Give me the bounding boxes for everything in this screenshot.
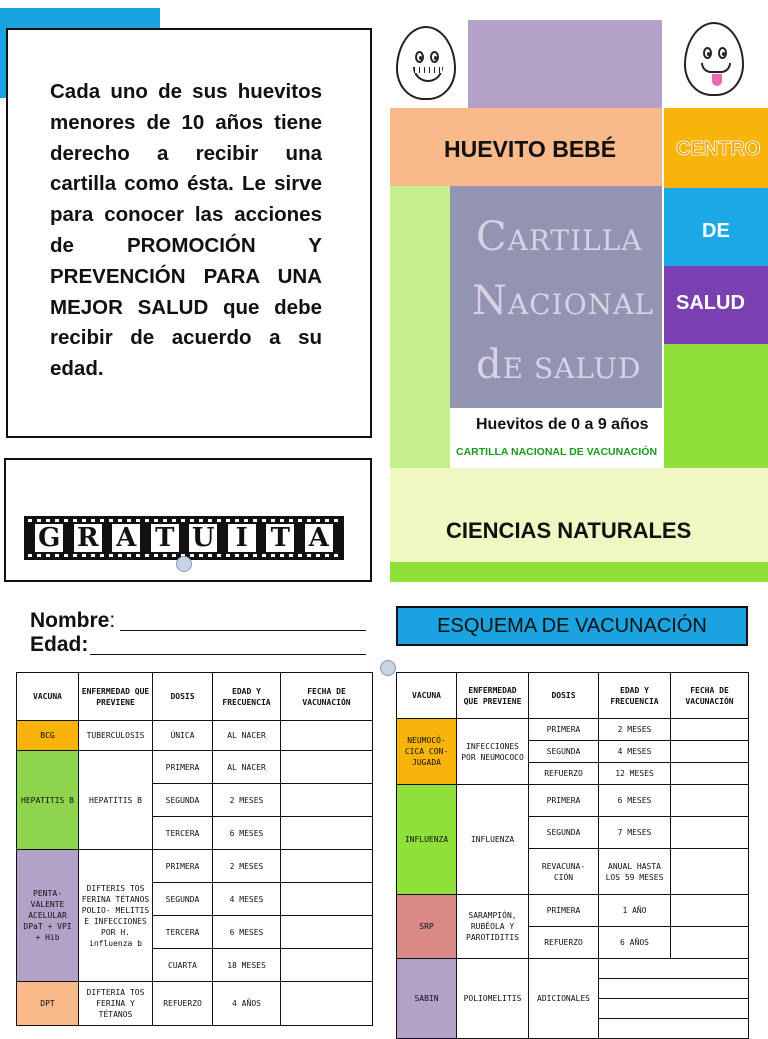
edad-cell: 4 MESES	[599, 741, 671, 763]
esquema-title: ESQUEMA DE VACUNACIÓN	[396, 606, 748, 646]
table-row	[397, 895, 749, 927]
enfermedad-cell: INFECCIONES POR NEUMOCOCO	[457, 719, 529, 785]
nombre-row	[30, 610, 115, 632]
vacuna-cell: PENTA- VALENTE ACELULAR DPaT + VPI + Hib	[17, 850, 79, 982]
edad-cell: 4 MESES	[213, 883, 281, 916]
vacunacion-label: CARTILLA NACIONAL DE VACUNACIÓN	[456, 446, 658, 458]
enfermedad-cell: INFLUENZA	[457, 785, 529, 895]
dosis-cell: SEGUNDA	[153, 883, 213, 916]
de-label: DE	[702, 220, 730, 242]
edad-field[interactable]	[90, 654, 366, 655]
dosis-cell: ADICIONALES	[529, 959, 599, 1039]
dosis-cell: PRIMERA	[153, 751, 213, 784]
gratuita-letter: T	[266, 524, 294, 552]
table-row	[17, 982, 373, 1026]
dosis-cell: SEGUNDA	[153, 784, 213, 817]
header-edad: EDAD Y FRECUENCIA	[213, 673, 281, 721]
edad-cell: 2 MESES	[213, 784, 281, 817]
enfermedad-cell: DIFTERIA TOS FERINA Y TÉTANOS	[79, 982, 153, 1026]
table-row	[17, 721, 373, 751]
dosis-cell: TERCERA	[153, 817, 213, 850]
vacuna-cell: SABIN	[397, 959, 457, 1039]
info-text: Cada uno de sus huevitos menores de 10 años tiene derecho a recibir una cartilla como ésta. Le sirve para conocer las acciones de PROMOCIÓN Y PREVENCIÓN PARA UNA MEJOR SALUD que debe recibir de acuerdo a su edad.	[50, 80, 322, 381]
header-dosis: DOSIS	[153, 673, 213, 721]
dosis-cell: TERCERA	[153, 916, 213, 949]
fecha-cell[interactable]	[671, 719, 749, 741]
ciencias-band	[390, 468, 768, 562]
vacuna-cell: SRP	[397, 895, 457, 959]
nombre-label: Nombre	[30, 609, 110, 632]
fecha-cell[interactable]	[599, 999, 749, 1019]
cover	[388, 18, 768, 584]
edad-cell: 6 MESES	[213, 916, 281, 949]
vaccine-table-left	[16, 672, 373, 1026]
fecha-cell[interactable]	[281, 721, 373, 751]
cartilla-line3: dE SALUD	[476, 342, 642, 388]
table-row	[397, 959, 749, 979]
nombre-field[interactable]	[120, 630, 366, 631]
cartilla-line2: NACIONAL	[472, 278, 654, 324]
fecha-cell[interactable]	[599, 959, 749, 979]
dosis-cell: SEGUNDA	[529, 741, 599, 763]
fecha-cell[interactable]	[281, 751, 373, 784]
gratuita-letter: G	[35, 524, 63, 552]
header-fecha: FECHA DE VACUNACIÓN	[281, 673, 373, 721]
fecha-cell[interactable]	[671, 895, 749, 927]
salud-label: SALUD	[676, 292, 745, 314]
cover-bottom-strip	[390, 562, 768, 582]
dosis-cell: REFUERZO	[529, 763, 599, 785]
table-row	[397, 785, 749, 817]
age-range: Huevitos de 0 a 9 años	[476, 416, 649, 433]
vacuna-cell: BCG	[17, 721, 79, 751]
centro-label: CENTRO	[676, 138, 761, 160]
fecha-cell[interactable]	[671, 927, 749, 959]
edad-cell: 18 MESES	[213, 949, 281, 982]
seal-icon	[380, 660, 396, 676]
tongue-egg-icon	[684, 22, 744, 96]
dosis-cell: PRIMERA	[529, 785, 599, 817]
enfermedad-cell: HEPATITIS B	[79, 751, 153, 850]
gratuita-banner	[24, 516, 344, 560]
header-fecha: FECHA DE VACUNACIÓN	[671, 673, 749, 719]
dosis-cell: CUARTA	[153, 949, 213, 982]
edad-cell: 2 MESES	[213, 850, 281, 883]
dosis-cell: PRIMERA	[529, 895, 599, 927]
vacuna-cell: INFLUENZA	[397, 785, 457, 895]
dosis-cell: REVACUNA- CIÓN	[529, 849, 599, 895]
vacuna-cell: DPT	[17, 982, 79, 1026]
enfermedad-cell: TUBERCULOSIS	[79, 721, 153, 751]
header-vacuna: VACUNA	[397, 673, 457, 719]
dosis-cell: REFUERZO	[529, 927, 599, 959]
fecha-cell[interactable]	[281, 817, 373, 850]
edad-cell: 2 MESES	[599, 719, 671, 741]
fecha-cell[interactable]	[671, 785, 749, 817]
gratuita-letter: A	[305, 524, 333, 552]
header-vacuna: VACUNA	[17, 673, 79, 721]
dosis-cell: PRIMERA	[529, 719, 599, 741]
dosis-cell: REFUERZO	[153, 982, 213, 1026]
enfermedad-cell: SARAMPIÓN, RUBÉOLA Y PAROTIDITIS	[457, 895, 529, 959]
edad-cell: 6 MESES	[599, 785, 671, 817]
gratuita-letter: R	[74, 524, 102, 552]
edad-label: Edad	[30, 633, 82, 656]
fecha-cell[interactable]	[281, 883, 373, 916]
dosis-cell: PRIMERA	[153, 850, 213, 883]
gratuita-letter: T	[151, 524, 179, 552]
dosis-cell: ÚNICA	[153, 721, 213, 751]
table-row	[17, 850, 373, 883]
edad-cell: 12 MESES	[599, 763, 671, 785]
table-row	[17, 751, 373, 784]
edad-cell: 7 MESES	[599, 817, 671, 849]
smiling-egg-icon	[396, 26, 456, 100]
edad-row	[30, 634, 88, 656]
huevito-title: HUEVITO BEBÉ	[444, 136, 617, 162]
fecha-cell[interactable]	[671, 763, 749, 785]
edad-cell: AL NACER	[213, 721, 281, 751]
fecha-cell[interactable]	[671, 741, 749, 763]
edad-cell: 1 AÑO	[599, 895, 671, 927]
fecha-cell[interactable]	[599, 979, 749, 999]
edad-cell: 6 AÑOS	[599, 927, 671, 959]
header-enfermedad: ENFERMEDAD QUE PREVIENE	[457, 673, 529, 719]
header-edad: EDAD Y FRECUENCIA	[599, 673, 671, 719]
edad-cell: 4 AÑOS	[213, 982, 281, 1026]
nombre-colon: :	[109, 609, 116, 632]
table-row	[397, 719, 749, 741]
ciencias-title: CIENCIAS NATURALES	[446, 518, 692, 543]
seal-icon	[176, 556, 192, 572]
gratuita-letter: I	[228, 524, 256, 552]
edad-colon: :	[81, 633, 89, 656]
cover-top-block	[468, 20, 662, 110]
vaccine-table-right	[396, 672, 749, 1039]
vacuna-cell: NEUMOCÓ- CICA CON- JUGADA	[397, 719, 457, 785]
vacuna-cell: HEPATITIS B	[17, 751, 79, 850]
fecha-cell[interactable]	[281, 916, 373, 949]
fecha-cell[interactable]	[281, 784, 373, 817]
green-block	[664, 344, 768, 468]
fecha-cell[interactable]	[281, 949, 373, 982]
fecha-cell[interactable]	[281, 850, 373, 883]
header-enfermedad: ENFERMEDAD QUE PREVIENE	[79, 673, 153, 721]
header-dosis: DOSIS	[529, 673, 599, 719]
edad-cell: 6 MESES	[213, 817, 281, 850]
dosis-cell: SEGUNDA	[529, 817, 599, 849]
fecha-cell[interactable]	[671, 849, 749, 895]
gratuita-letter: U	[189, 524, 217, 552]
fecha-cell[interactable]	[671, 817, 749, 849]
cartilla-line1: CARTILLA	[476, 214, 643, 260]
fecha-cell[interactable]	[599, 1019, 749, 1039]
fecha-cell[interactable]	[281, 982, 373, 1026]
edad-cell: ANUAL HASTA LOS 59 MESES	[599, 849, 671, 895]
enfermedad-cell: DIFTERIS TOS FERINA TÉTANOS POLIO- MELITIS E INFECCIONES POR H. influenza b	[79, 850, 153, 982]
edad-cell: AL NACER	[213, 751, 281, 784]
enfermedad-cell: POLIOMELITIS	[457, 959, 529, 1039]
gratuita-letter: A	[112, 524, 140, 552]
